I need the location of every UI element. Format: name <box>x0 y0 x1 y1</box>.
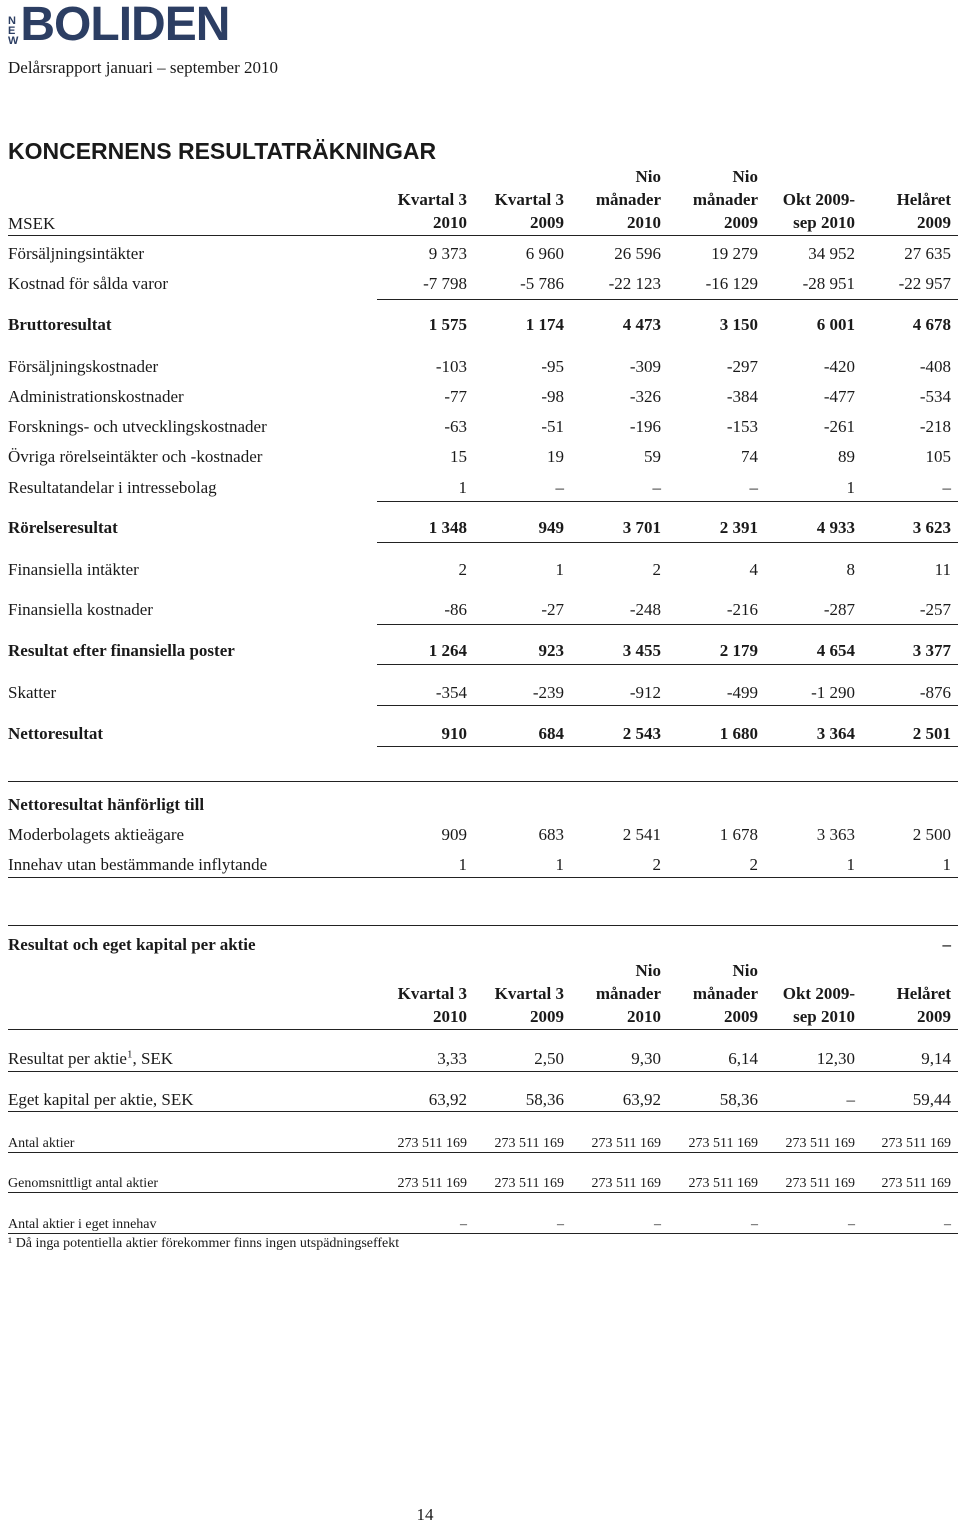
column-header: Nio månader 2009 <box>692 961 758 1026</box>
column-header: Kvartal 3 2010 <box>397 984 467 1026</box>
cell-value: 105 <box>925 447 951 466</box>
table-row <box>8 272 958 294</box>
row-label: Innehav utan bestämmande inflytande <box>8 855 268 874</box>
subtotal-rule <box>377 501 958 502</box>
cell-value: 34 952 <box>808 244 855 263</box>
column-header-row <box>8 164 958 234</box>
cell-value: -477 <box>823 387 855 406</box>
cell-value: 1 <box>846 855 855 874</box>
cell-value: 1 348 <box>428 518 467 537</box>
cell-value: 684 <box>538 724 564 743</box>
cell-value: -63 <box>444 417 467 436</box>
cell-value: 59,44 <box>912 1090 951 1109</box>
cell-value: 2 501 <box>912 724 951 743</box>
row-label: Rörelseresultat <box>8 518 118 537</box>
cell-value: 923 <box>538 641 564 660</box>
logo-letter: N <box>8 15 16 27</box>
cell-value: 9,14 <box>921 1049 951 1068</box>
table-row <box>8 1172 958 1192</box>
row-label: Övriga rörelseintäkter och -kostnader <box>8 447 263 466</box>
cell-value: 1 <box>458 855 467 874</box>
row-label: Moderbolagets aktieägare <box>8 825 185 844</box>
column-header: Okt 2009- sep 2010 <box>782 984 855 1026</box>
table-row <box>8 476 958 498</box>
cell-value: 910 <box>441 724 467 743</box>
row-label: Finansiella intäkter <box>8 560 139 579</box>
cell-value: 683 <box>538 825 564 844</box>
cell-value: -16 129 <box>705 274 758 293</box>
column-header: Nio månader 2010 <box>595 167 661 232</box>
logo-letter: W <box>8 35 19 47</box>
table-row <box>8 313 958 335</box>
row-rule <box>8 1111 958 1112</box>
cell-value: 4 933 <box>816 518 855 537</box>
cell-value: 273 511 169 <box>494 1136 564 1151</box>
cell-value: -384 <box>726 387 758 406</box>
table-row <box>8 1045 958 1069</box>
cell-value: -153 <box>726 417 758 436</box>
subtotal-rule <box>377 542 958 543</box>
row-label: Resultatandelar i intressebolag <box>8 478 217 497</box>
cell-value: – <box>555 478 564 497</box>
cell-value: 273 511 169 <box>591 1176 661 1191</box>
cell-value: -534 <box>919 387 951 406</box>
section-title <box>8 933 958 955</box>
cell-value: 1 <box>942 855 951 874</box>
footnote-marker: 1 <box>126 1048 133 1061</box>
cell-value: 63,92 <box>622 1090 661 1109</box>
table-row <box>8 415 958 437</box>
column-header: Nio månader 2009 <box>692 167 758 232</box>
cell-value: 3 455 <box>622 641 661 660</box>
row-label: Forsknings- och utvecklingskostnader <box>8 417 267 436</box>
subtotal-rule <box>377 746 958 747</box>
logo-wordmark: BOLIDEN <box>20 0 230 51</box>
cell-value: -257 <box>919 600 951 619</box>
cell-value: 26 596 <box>614 244 661 263</box>
column-header: Nio månader 2010 <box>595 961 661 1026</box>
company-logo <box>8 0 230 51</box>
cell-value: 2 <box>749 855 758 874</box>
column-header: Kvartal 3 2009 <box>494 190 564 232</box>
logo-new-letters <box>8 16 18 46</box>
row-label: Kostnad för sålda varor <box>8 274 169 293</box>
cell-value: 3 150 <box>719 315 758 334</box>
cell-value: 1 174 <box>525 315 564 334</box>
cell-value: -22 123 <box>608 274 661 293</box>
cell-value: 3 363 <box>816 825 855 844</box>
row-label: Genomsnittligt antal aktier <box>8 1176 159 1191</box>
cell-value: 273 511 169 <box>397 1176 467 1191</box>
column-header: Kvartal 3 2009 <box>494 984 564 1026</box>
cell-value: 2 179 <box>719 641 758 660</box>
cell-value: 6 960 <box>525 244 564 263</box>
footnote: ¹ Då inga potentiella aktier förekommer finns ingen utspädningseffekt <box>8 1236 400 1251</box>
cell-value: -95 <box>541 357 564 376</box>
cell-value: -103 <box>435 357 467 376</box>
table-row <box>8 598 958 620</box>
table-row <box>8 1132 958 1152</box>
cell-value: 273 511 169 <box>688 1136 758 1151</box>
table-row <box>8 1213 958 1233</box>
cell-value: 273 511 169 <box>591 1136 661 1151</box>
row-rule <box>8 1152 958 1153</box>
cell-value: 9,30 <box>631 1049 661 1068</box>
row-label: Bruttoresultat <box>8 315 112 334</box>
row-rule <box>8 1071 958 1072</box>
page-number: 14 <box>416 1505 434 1524</box>
subtotal-rule <box>377 664 958 665</box>
table-row <box>8 1086 958 1110</box>
cell-value: – <box>749 478 758 497</box>
cell-value: 3,33 <box>437 1049 467 1068</box>
table-row <box>8 558 958 580</box>
cell-value: 2 541 <box>622 825 661 844</box>
cell-value: 12,30 <box>816 1049 855 1068</box>
header-rule <box>8 1029 958 1030</box>
row-label: Resultat per aktie$^1$, SEK <box>8 1048 174 1068</box>
table-row <box>8 639 958 661</box>
cell-value: -261 <box>823 417 855 436</box>
cell-value: -216 <box>726 600 758 619</box>
cell-value: 27 635 <box>904 244 951 263</box>
cell-value: – <box>652 478 661 497</box>
cell-value: 59 <box>644 447 661 466</box>
cell-value: -218 <box>919 417 951 436</box>
logo-letter: E <box>8 25 16 37</box>
cell-value: 58,36 <box>719 1090 758 1109</box>
cell-value: 2 500 <box>912 825 951 844</box>
cell-value: 1 680 <box>719 724 758 743</box>
cell-value: 2 <box>652 855 661 874</box>
cell-value: -51 <box>541 417 564 436</box>
row-rule <box>8 1192 958 1193</box>
cell-value: 2 <box>458 560 467 579</box>
cell-value: 273 511 169 <box>785 1136 855 1151</box>
cell-value: 273 511 169 <box>688 1176 758 1191</box>
cell-value: 273 511 169 <box>397 1136 467 1151</box>
cell-value: -196 <box>629 417 661 436</box>
table-row <box>8 853 958 875</box>
cell-value: 8 <box>846 560 855 579</box>
cell-value: 6,14 <box>728 1049 758 1068</box>
cell-value: -86 <box>444 600 467 619</box>
cell-value: 273 511 169 <box>494 1176 564 1191</box>
cell-value: 58,36 <box>525 1090 564 1109</box>
row-label: Eget kapital per aktie, SEK <box>8 1090 194 1109</box>
cell-value: 1 <box>846 478 855 497</box>
subtotal-rule <box>377 624 958 625</box>
row-label: Försäljningskostnader <box>8 357 159 376</box>
table-row <box>8 823 958 845</box>
cell-value: 1 <box>555 560 564 579</box>
cell-value: -876 <box>919 683 951 702</box>
cell-value: -77 <box>444 387 467 406</box>
cell-value: – <box>557 1217 564 1232</box>
cell-value: 1 <box>555 855 564 874</box>
table-row <box>8 385 958 407</box>
cell-value: -354 <box>435 683 467 702</box>
cell-value: 273 511 169 <box>881 1176 951 1191</box>
column-header: Kvartal 3 2010 <box>397 190 467 232</box>
cell-value: 1 264 <box>428 641 467 660</box>
section-rule <box>8 877 958 878</box>
table-row <box>8 445 958 467</box>
row-label: Resultat och eget kapital per aktie <box>8 935 256 954</box>
cell-value: -28 951 <box>802 274 855 293</box>
cell-value: 949 <box>538 518 564 537</box>
cell-value: -22 957 <box>898 274 951 293</box>
cell-value: -287 <box>823 600 855 619</box>
row-label: Finansiella kostnader <box>8 600 153 619</box>
cell-value: 6 001 <box>816 315 855 334</box>
subtotal-rule <box>377 299 958 300</box>
row-label: Antal aktier i eget innehav <box>8 1217 157 1232</box>
cell-value: 3 364 <box>816 724 855 743</box>
cell-value: -408 <box>919 357 951 376</box>
cell-value: 19 279 <box>711 244 758 263</box>
cell-value: -297 <box>726 357 758 376</box>
cell-value: -7 798 <box>423 274 467 293</box>
header-rule <box>8 235 958 236</box>
cell-value: – <box>460 1217 467 1232</box>
cell-value: -912 <box>629 683 661 702</box>
cell-value: 63,92 <box>428 1090 467 1109</box>
cell-value: 3 377 <box>912 641 951 660</box>
cell-value: -326 <box>629 387 661 406</box>
cell-value: -98 <box>541 387 564 406</box>
cell-value: 74 <box>741 447 758 466</box>
table-row <box>8 681 958 703</box>
table-row <box>8 722 958 744</box>
cell-value: 1 678 <box>719 825 758 844</box>
section-rule <box>8 925 958 926</box>
column-header: Okt 2009- sep 2010 <box>782 190 855 232</box>
row-label: Försäljningsintäkter <box>8 244 144 263</box>
column-header: Helåret 2009 <box>896 190 951 232</box>
column-header: Helåret 2009 <box>896 984 951 1026</box>
cell-value: – <box>846 1090 855 1109</box>
cell-value: 19 <box>547 447 564 466</box>
row-label: Administrationskostnader <box>8 387 184 406</box>
cell-value: -420 <box>823 357 855 376</box>
row-rule <box>8 1233 958 1234</box>
cell-value: 11 <box>934 560 951 579</box>
cell-value: – <box>944 1217 951 1232</box>
cell-value: -248 <box>629 600 661 619</box>
cell-value: – <box>848 1217 855 1232</box>
column-header-row <box>8 956 958 1028</box>
cell-value: – <box>654 1217 661 1232</box>
cell-value: 909 <box>441 825 467 844</box>
table-row <box>8 516 958 538</box>
unit-label: MSEK <box>8 214 56 233</box>
subtotal-rule <box>377 705 958 706</box>
cell-value: 4 473 <box>622 315 661 334</box>
cell-value: 4 678 <box>912 315 951 334</box>
cell-value: 9 373 <box>428 244 467 263</box>
cell-value: 1 <box>458 478 467 497</box>
cell-value: 4 <box>749 560 758 579</box>
cell-value: 3 623 <box>912 518 951 537</box>
cell-value: 2 543 <box>622 724 661 743</box>
cell-value: 2,50 <box>534 1049 564 1068</box>
report-title: Delårsrapport januari – september 2010 <box>8 58 279 77</box>
cell-value: -239 <box>532 683 564 702</box>
title-dash: – <box>942 935 951 954</box>
cell-value: 4 654 <box>816 641 855 660</box>
table-row <box>8 355 958 377</box>
cell-value: 1 575 <box>428 315 467 334</box>
cell-value: 273 511 169 <box>881 1136 951 1151</box>
cell-value: -27 <box>541 600 564 619</box>
cell-value: 89 <box>838 447 855 466</box>
section-title <box>8 793 958 815</box>
cell-value: – <box>942 478 951 497</box>
cell-value: 15 <box>450 447 467 466</box>
row-label: Nettoresultat hänförligt till <box>8 795 205 814</box>
row-label: Resultat efter finansiella poster <box>8 641 235 660</box>
cell-value: -5 786 <box>520 274 564 293</box>
cell-value: 3 701 <box>622 518 661 537</box>
cell-value: -1 290 <box>811 683 855 702</box>
page-heading: KONCERNENS RESULTATRÄKNINGAR <box>8 138 437 164</box>
section-rule <box>8 781 958 782</box>
cell-value: – <box>751 1217 758 1232</box>
cell-value: 2 391 <box>719 518 758 537</box>
row-label: Nettoresultat <box>8 724 104 743</box>
cell-value: -309 <box>629 357 661 376</box>
table-row <box>8 242 958 264</box>
cell-value: 2 <box>652 560 661 579</box>
cell-value: -499 <box>726 683 758 702</box>
cell-value: 273 511 169 <box>785 1176 855 1191</box>
row-label: Skatter <box>8 683 57 702</box>
row-label: Antal aktier <box>8 1136 75 1151</box>
